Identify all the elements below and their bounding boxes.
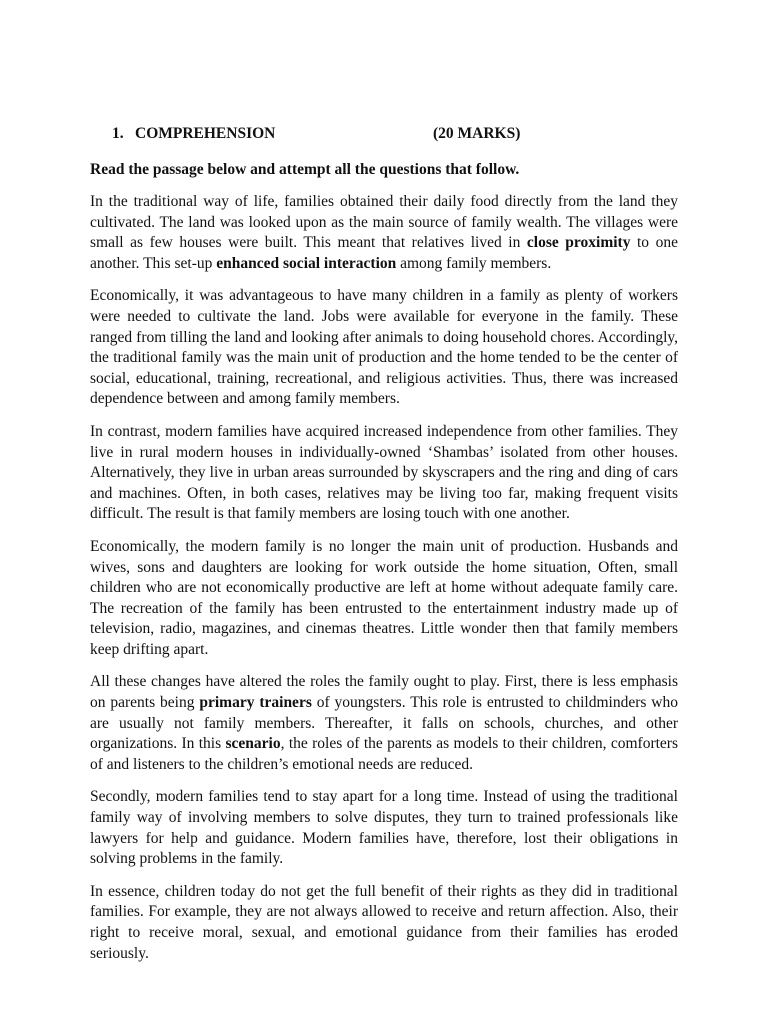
p5-text-a: All these changes have altered the roles the family ought to play. First, there is less emphasis on parents being: [90, 673, 678, 712]
section-heading: [90, 124, 678, 148]
p1-text-d: among family members.: [396, 254, 552, 272]
document-page: [90, 124, 678, 964]
p5-bold-scenario: scenario: [225, 735, 281, 753]
section-title: COMPREHENSION: [135, 125, 276, 142]
paragraph-4: Economically, the modern family is no longer the main unit of production. Husbands and wives, sons and daughters are looking for work outside the home situation, Often, small children who are not economically productive are left at home without adequate family care. The recreation of the family has been entrusted to the entertainment industry made up of television, radio, magazines, and cinemas theatres. Little wonder then that family members keep drifting apart.: [90, 537, 678, 658]
paragraph-7: In essence, children today do not get the full benefit of their rights as they did in traditional families. For example, they are not always allowed to receive and return affection. Also, their right to receive moral, sexual, and emotional guidance from their families has eroded seriously.: [90, 882, 678, 962]
paragraph-3: In contrast, modern families have acquired increased independence from other families. They live in rural modern houses in individually-owned ‘Shambas’ isolated from other houses. Alternatively, they live in urban areas surrounded by skyscrapers and the ring and ding of cars and machines. Often, in both cases, relatives may be living too far, making frequent visits difficult. The result is that family members are losing touch with one another.: [90, 422, 678, 523]
p1-text-c: to one another. This set-up: [90, 234, 678, 272]
paragraph-2: Economically, it was advantageous to have many children in a family as plenty of workers were needed to cultivate the land. Jobs were available for everyone in the family. These ranged from tilling the land and looking after animals to doing household chores. Accordingly, the traditional family was the main unit of production and the home tended to be the center of social, educational, training, recreational, and religious activities. Thus, there was increased dependence between and among family members.: [90, 287, 678, 408]
p1-text-a: In the traditional way of life, families obtained their daily food directly from the land they cultivated. The land was looked upon as the main source of family wealth. The villages were small as few houses were built. This meant that relatives lived in: [90, 193, 678, 252]
p1-bold-close-proximity: close proximity: [526, 234, 631, 252]
section-marks: (20 MARKS): [433, 125, 521, 142]
p1-bold-enhanced-social-interaction: enhanced social interaction: [216, 254, 397, 272]
section-number: 1.: [112, 125, 124, 142]
paragraph-6: Secondly, modern families tend to stay apart for a long time. Instead of using the traditional family way of involving members to solve disputes, they turn to trained professionals like lawyers for help and guidance. Modern families have, therefore, lost their obligations in solving problems in the family.: [90, 788, 678, 868]
paragraph-5: [90, 672, 678, 775]
p5-text-c: of youngsters. This role is entrusted to childminders who are usually not family members. Thereafter, it falls on schools, churches, and other organizations. In this: [90, 694, 678, 753]
instruction-text: Read the passage below and attempt all the questions that follow.: [90, 161, 520, 178]
p5-text-d: , the roles of the parents as models to their children, comforters of and listeners to the children’s emotional needs are reduced.: [90, 735, 679, 773]
paragraph-1: [90, 192, 678, 274]
p5-bold-primary-trainers: primary trainers: [199, 694, 312, 712]
